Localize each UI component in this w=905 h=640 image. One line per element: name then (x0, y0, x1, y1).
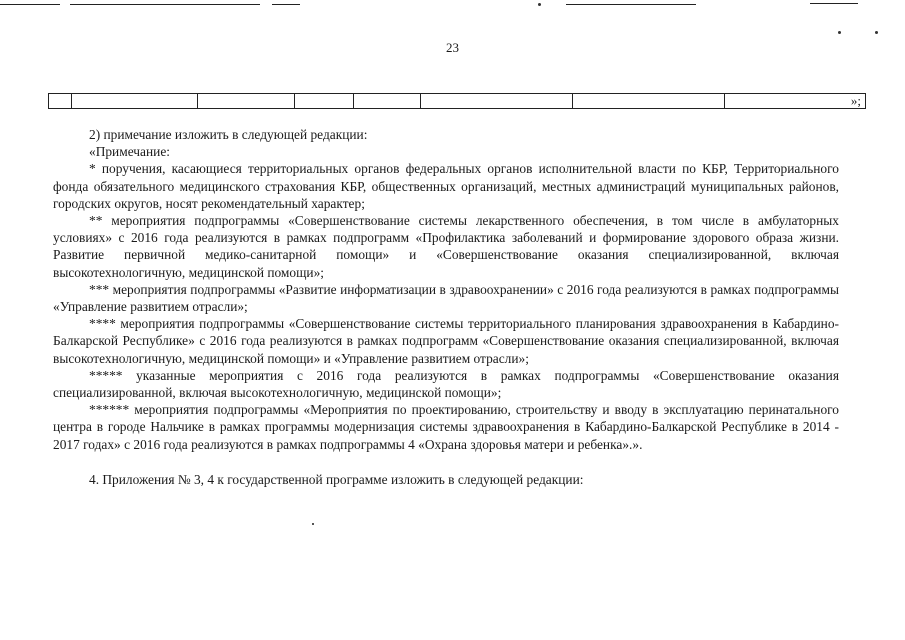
table-cell-closing-quote: »; (725, 94, 866, 109)
document-body (53, 126, 839, 488)
table-cell (49, 94, 72, 109)
paragraph-section-4: 4. Приложения № 3, 4 к государственной программе изложить в следующей редакции: (89, 471, 584, 487)
table-cell (198, 94, 295, 109)
scan-artifact-line (272, 4, 300, 5)
table-row (49, 94, 866, 109)
paragraph-note-heading: «Примечание: (89, 144, 170, 160)
page-number: 23 (446, 40, 459, 55)
paragraph-footnote-3: *** мероприятия подпрограммы «Развитие информатизации в здравоохранении» с 2016 года реализуются в рамках подпрограммы «Управление развитием отрасли»; (53, 281, 839, 315)
scan-artifact-dot (538, 3, 541, 6)
scan-artifact-dot (312, 523, 314, 525)
paragraph-intro: 2) примечание изложить в следующей редакции: (89, 127, 368, 142)
table-cell (295, 94, 354, 109)
paragraph-footnote-6: ****** мероприятия подпрограммы «Мероприятия по проектированию, строительству и вводу в эксплуатацию перинатального центра в городе Нальчике в рамках программы модернизация системы здравоохранения в Кабардино-Балкарской Республике в 2014 - 2017 годах» с 2016 года реализуются в рамках подпрограммы 4 «Охрана здоровья матери и ребенка».». (53, 402, 839, 452)
table-cell (421, 94, 573, 109)
scan-artifact-line (0, 4, 60, 5)
table-cell (72, 94, 198, 109)
scan-artifact-line (566, 4, 696, 5)
table-cell (573, 94, 725, 109)
scan-artifact-line (70, 4, 260, 5)
scan-artifact-dot (875, 31, 878, 34)
paragraph-footnote-5: ***** указанные мероприятия с 2016 года реализуются в рамках подпрограммы «Совершенствование оказания специализированной, включая высокотехнологичную, медицинской помощи»; (53, 367, 839, 401)
paragraph-footnote-4: **** мероприятия подпрограммы «Совершенствование системы территориального планирования здравоохранения в Кабардино-Балкарской Республике» с 2016 года реализуются в рамках подпрограмм «Совершенствование оказания специализированной, включая высокотехнологичную, медицинской помощи» и «Управление развитием отрасли»; (53, 316, 839, 366)
table-fragment (48, 93, 866, 109)
table-cell (354, 94, 421, 109)
scan-artifact-dot (838, 31, 841, 34)
paragraph-footnote-2: ** мероприятия подпрограммы «Совершенствование системы лекарственного обеспечения, в том числе в амбулаторных условиях» с 2016 года реализуются в рамках подпрограмм «Профилактика заболеваний и формирование здорового образа жизни. Развитие первичной медико-санитарной помощи» и «Совершенствование оказания специализированной, включая высокотехнологичную, медицинской помощи»; (53, 213, 839, 280)
paragraph-footnote-1: * поручения, касающиеся территориальных органов федеральных органов исполнительной власти по КБР, Территориального фонда обязательного медицинского страхования КБР, общественных организаций, местных администраций муниципальных районов, городских округов, носят рекомендательный характер; (53, 161, 839, 211)
scan-artifact-line (810, 3, 858, 4)
